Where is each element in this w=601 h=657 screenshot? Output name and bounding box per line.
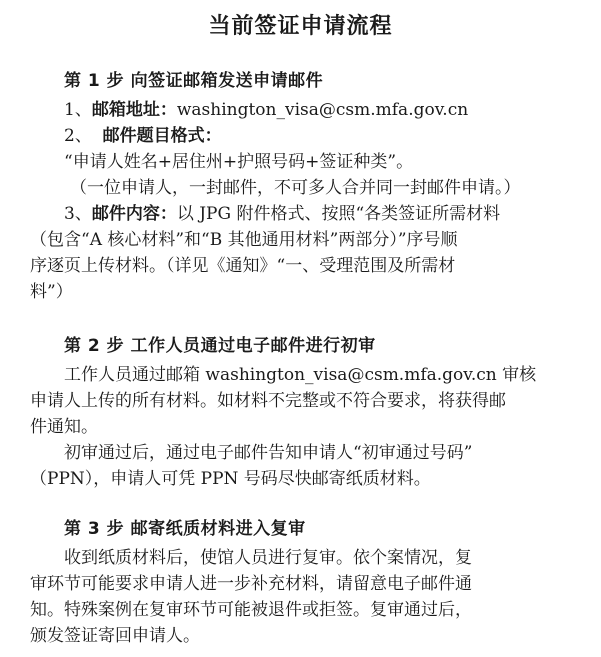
step2-para1-line1: 工作人员通过邮箱 washington_visa@csm.mfa.gov.cn 审核 [64,365,537,385]
step1-item3 [64,202,500,226]
step2-para1-line3: 件通知。 [30,417,98,437]
step1-item3-label: 邮件内容： [91,204,177,224]
step3-heading: 第 3 步 邮寄纸质材料进入复审 [64,519,306,539]
step1-item2 [64,124,222,148]
single-applicant-note: （一位申请人，一封邮件，不可多人合并同一封邮件申请。） [70,178,521,198]
step2-para1-line2: 申请人上传的所有材料。如材料不完整或不符合要求，将获得邮 [30,391,506,411]
step3-para-line1: 收到纸质材料后，使馆人员进行复审。依个案情况，复 [64,548,472,568]
step1-item1 [64,98,468,122]
step1-item1-label: 邮箱地址： [91,100,177,120]
step1-item2-prefix: 2、 [64,126,92,146]
step1-item3-line2: （包含“A 核心材料”和“B 其他通用材料”两部分）”序号顺 [30,230,458,250]
step3-para-line2: 审环节可能要求申请人进一步补充材料，请留意电子邮件通 [30,574,472,594]
step1-item3-line4: 料”） [30,282,73,302]
step1-heading: 第 1 步 向签证邮箱发送申请邮件 [64,71,324,91]
step2-heading: 第 2 步 工作人员通过电子邮件进行初审 [64,336,376,356]
step1-item3-line3: 序逐页上传材料。（详见《通知》“一、受理范围及所需材 [30,256,456,276]
visa-email-address: washington_visa@csm.mfa.gov.cn [176,100,469,120]
step2-para2-line1: 初审通过后，通过电子邮件告知申请人“初审通过号码” [64,443,473,463]
step1-item1-prefix: 1、 [64,100,92,120]
subject-format-line: “申请人姓名+居住州+护照号码+签证种类”。 [64,152,414,172]
step1-item3-prefix: 3、 [64,204,92,224]
step3-para-line3: 知。特殊案例在复审环节可能被退件或拒签。复审通过后， [30,600,472,620]
step1-item2-label: 邮件题目格式： [102,126,222,146]
step3-para-line4: 颁发签证寄回申请人。 [30,626,200,646]
step2-para2-line2: （PPN），申请人可凭 PPN 号码尽快邮寄纸质材料。 [30,469,431,489]
step1-item3-line1: 以 JPG 附件格式、按照“各类签证所需材料 [176,204,501,224]
page-title: 当前签证申请流程 [208,14,393,39]
